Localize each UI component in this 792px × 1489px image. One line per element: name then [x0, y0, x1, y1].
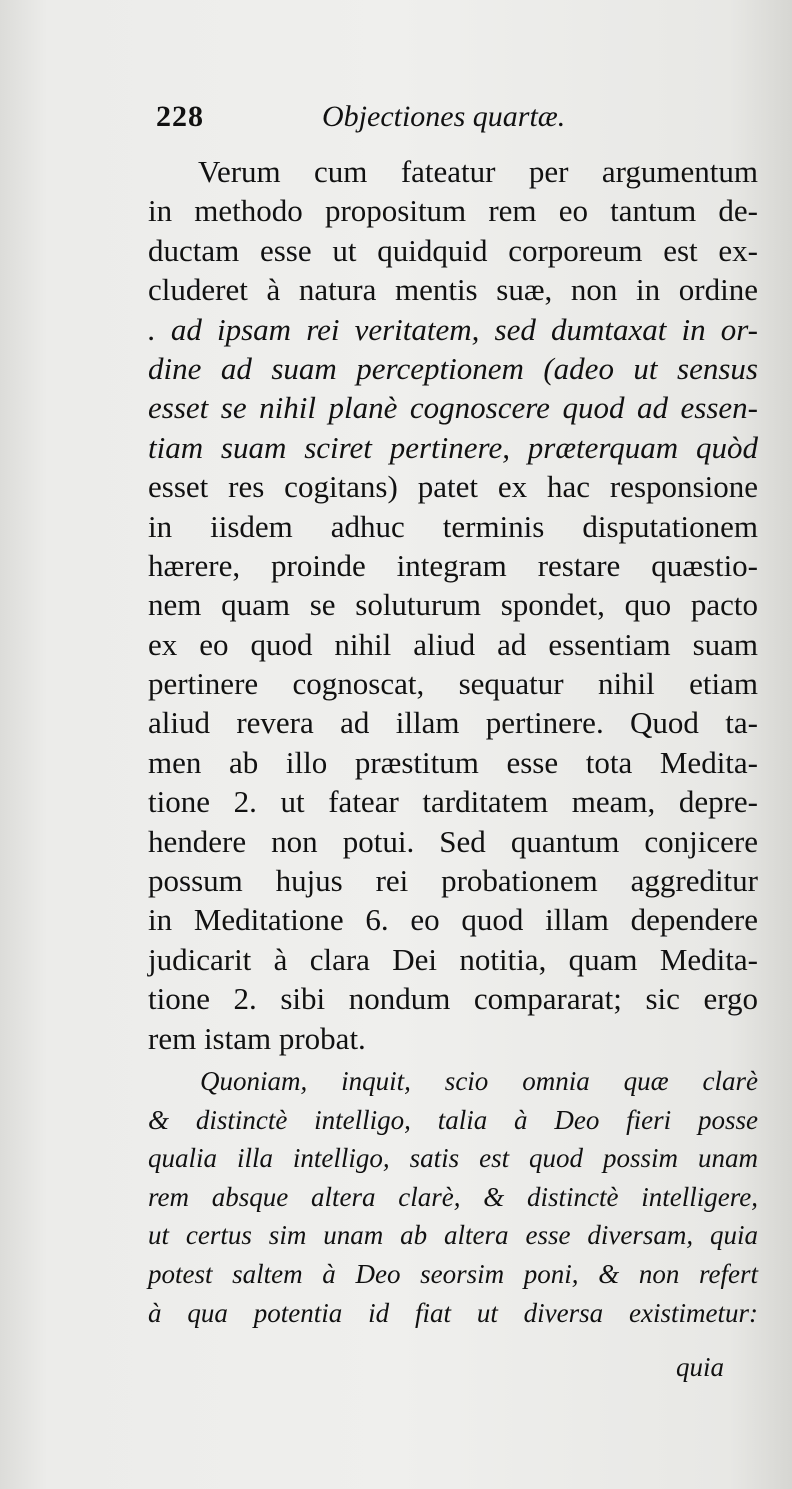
quote-line: ut certus sim unam ab altera esse diversam, quia	[148, 1220, 758, 1251]
text-line: cluderet à natura mentis suæ, non in ordine	[148, 272, 758, 308]
body-text	[148, 152, 758, 1058]
quote-line: potest saltem à Deo seorsim poni, & non refert	[148, 1258, 758, 1289]
text-line: aliud revera ad illam pertinere. Quod ta-	[148, 705, 758, 741]
text-line: tione 2. sibi nondum compararat; sic ergo	[148, 981, 758, 1017]
text-line: ex eo quod nihil aliud ad essentiam suam	[148, 626, 758, 662]
text-line: Verum cum fateatur per argumentum	[198, 154, 758, 189]
page-number: 228	[156, 100, 204, 133]
text-line: judicarit à clara Dei notitia, quam Medita-	[148, 941, 758, 977]
text-line: in Meditatione 6. eo quod illam dependere	[148, 902, 758, 938]
text-line: nem quam se soluturum spondet, quo pacto	[148, 587, 758, 623]
quote-line: à qua potentia id fiat ut diversa existimetur:	[148, 1297, 758, 1328]
text-line: rem istam probat.	[148, 1020, 366, 1056]
text-line: hærere, proinde integram restare quæstio-	[148, 547, 758, 583]
text-line: possum hujus rei probationem aggreditur	[148, 863, 758, 899]
quote-line: & distinctè intelligo, talia à Deo fieri posse	[148, 1104, 758, 1135]
quote-line: qualia illa intelligo, satis est quod possim unam	[148, 1143, 758, 1174]
text-line: in iisdem adhuc terminis disputationem	[148, 508, 758, 544]
text-line: esset res cogitans) patet ex hac responsione	[148, 469, 758, 505]
quote-line: Quoniam, inquit, scio omnia quæ clarè	[200, 1066, 758, 1096]
catchword: quia	[676, 1352, 725, 1382]
page-header	[156, 100, 756, 148]
text-line: esset se nihil planè cognoscere quod ad essen-	[148, 390, 758, 426]
text-line: ductam esse ut quidquid corporeum est ex-	[148, 232, 758, 268]
text-line: in methodo propositum rem eo tantum de-	[148, 193, 758, 229]
quote-line: rem absque altera clarè, & distinctè intelligere,	[148, 1181, 758, 1212]
running-head: Objectiones quartæ.	[322, 100, 566, 133]
text-line: men ab illo præstitum esse tota Medita-	[148, 744, 758, 780]
text-line: pertinere cognoscat, sequatur nihil etiam	[148, 666, 758, 702]
text-line: tione 2. ut fatear tarditatem meam, depre-	[148, 784, 758, 820]
quotation	[148, 1062, 758, 1332]
text-line: hendere non potui. Sed quantum conjicere	[148, 823, 758, 859]
text-line: . ad ipsam rei veritatem, sed dumtaxat in or-	[148, 311, 758, 347]
text-line: tiam suam sciret pertinere, præterquam quòd	[148, 429, 758, 465]
text-line: dine ad suam perceptionem (adeo ut sensus	[148, 350, 758, 386]
